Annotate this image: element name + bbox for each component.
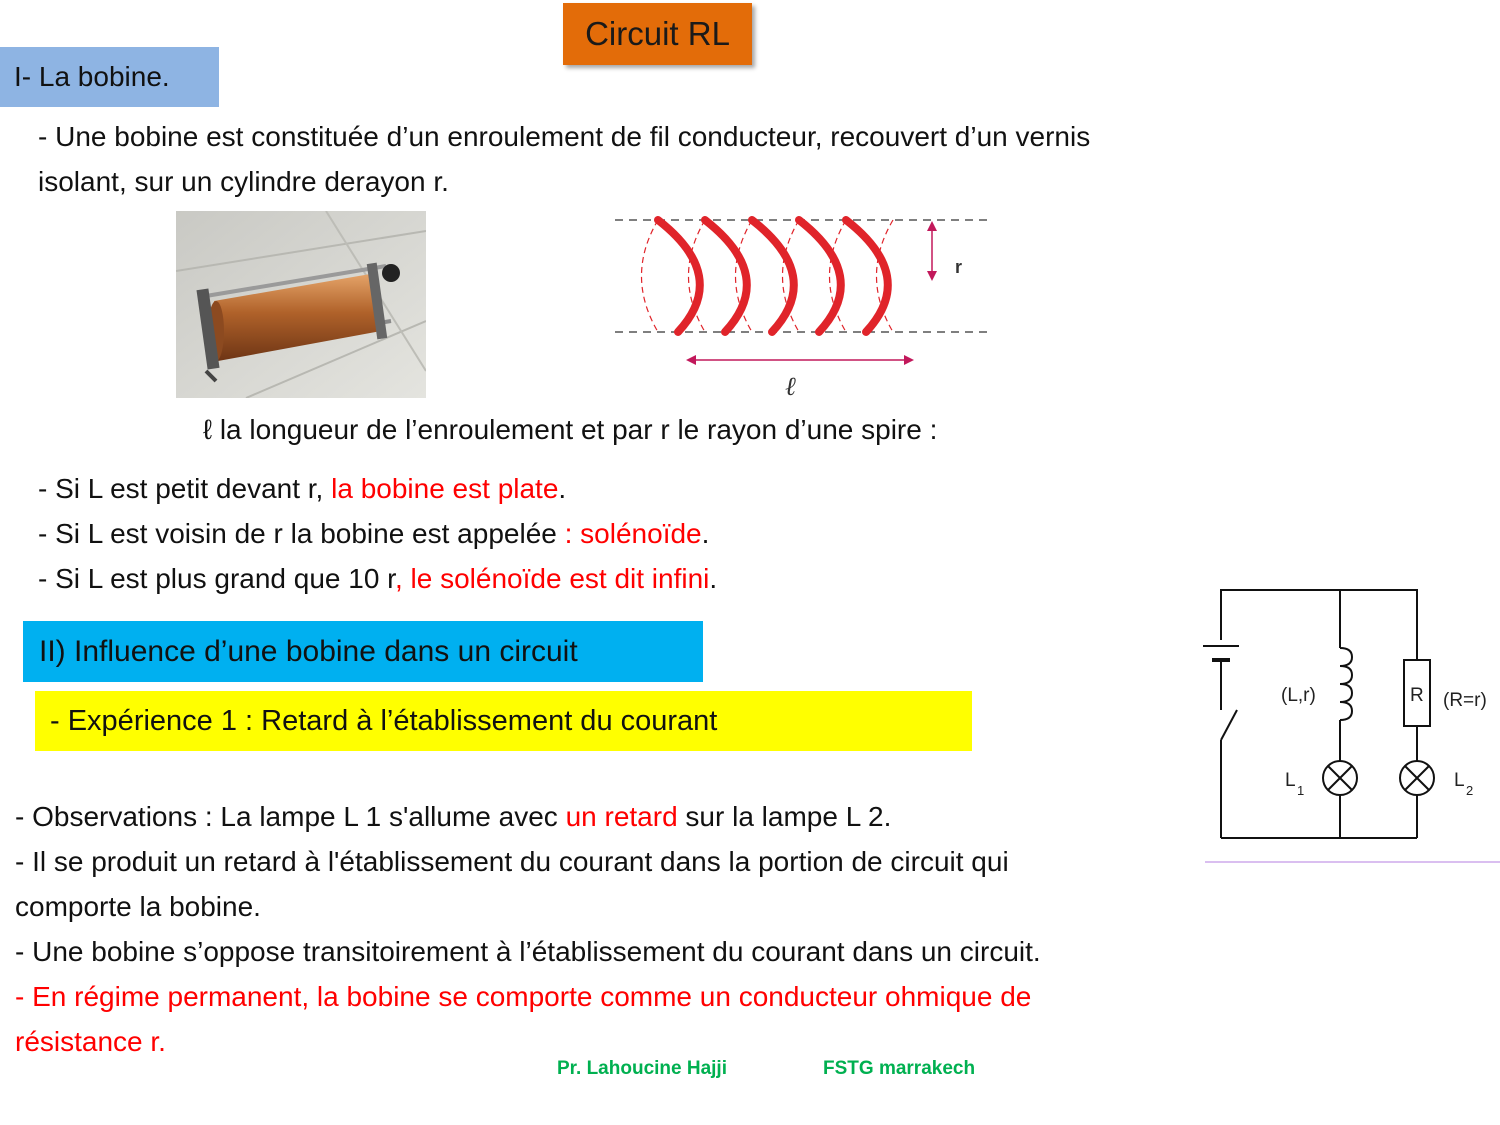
- observation-line: [15, 794, 891, 839]
- intro-line-1: - Une bobine est constituée d’un enroulement de fil conducteur, recouvert d’un vernis: [38, 121, 1091, 152]
- case-infinite-highlight: , le solénoïde est dit infini: [394, 563, 710, 594]
- section-2-heading-text: II) Influence d’une bobine dans un circuit: [39, 634, 578, 668]
- case-infinite: [38, 556, 717, 601]
- retard-line-2: comporte la bobine.: [15, 891, 261, 922]
- case-plate-prefix: - Si L est petit devant r,: [38, 473, 332, 504]
- circuit-diagram: [1195, 580, 1500, 865]
- lamp-1-subscript: 1: [1297, 783, 1305, 798]
- retard-line-1: - Il se produit un retard à l'établissement du courant dans la portion de circuit qui: [15, 846, 1009, 877]
- resistor-label: R: [1410, 685, 1424, 706]
- lamp-1-label: L: [1285, 770, 1296, 791]
- observation-highlight: un retard: [565, 801, 678, 832]
- section-2-heading: [23, 621, 703, 682]
- page-title: [563, 3, 752, 65]
- page-title-text: Circuit RL: [585, 15, 730, 52]
- oppose-line: - Une bobine s’oppose transitoirement à l’établissement du courant dans un circuit.: [15, 936, 1041, 967]
- experiment-1-text: - Expérience 1 : Retard à l’établissement du courant: [50, 704, 718, 737]
- lamp-2-subscript: 2: [1466, 783, 1474, 798]
- case-plate: [38, 466, 566, 511]
- lamp-2-label: L: [1454, 770, 1465, 791]
- permanent-line-1: - En régime permanent, la bobine se comporte comme un conducteur ohmique de: [15, 981, 1032, 1012]
- case-plate-suffix: .: [558, 473, 567, 504]
- case-infinite-suffix: .: [709, 563, 718, 594]
- coil-photo: [176, 211, 426, 398]
- diagram-label-r: r: [955, 257, 963, 277]
- observation-prefix: - Observations : La lampe L 1 s'allume avec: [15, 801, 566, 832]
- footer-school: FSTG marrakech: [823, 1058, 976, 1079]
- resistor-note: (R=r): [1443, 690, 1487, 711]
- coil-label: (L,r): [1281, 685, 1316, 706]
- section-1-heading: [0, 47, 219, 107]
- case-solenoid-suffix: .: [701, 518, 710, 549]
- case-plate-highlight: la bobine est plate: [331, 473, 559, 504]
- observation-suffix: sur la lampe L 2.: [677, 801, 892, 832]
- diagram-caption: ℓ la longueur de l’enroulement et par r le rayon d’une spire :: [203, 414, 938, 445]
- experiment-1-box: [35, 691, 972, 751]
- permanent-line-2: résistance r.: [15, 1026, 166, 1057]
- solenoid-diagram: [610, 205, 1000, 405]
- case-solenoid-prefix: - Si L est voisin de r la bobine est appelée: [38, 518, 565, 549]
- case-infinite-prefix: - Si L est plus grand que 10 r: [38, 563, 395, 594]
- intro-line-2: isolant, sur un cylindre derayon r.: [38, 166, 449, 197]
- case-solenoid: [38, 511, 709, 556]
- footer-author: Pr. Lahoucine Hajji: [557, 1058, 727, 1079]
- section-1-heading-text: I- La bobine.: [14, 61, 170, 92]
- diagram-label-length: ℓ: [785, 372, 796, 402]
- case-solenoid-highlight: : solénoïde: [564, 518, 702, 549]
